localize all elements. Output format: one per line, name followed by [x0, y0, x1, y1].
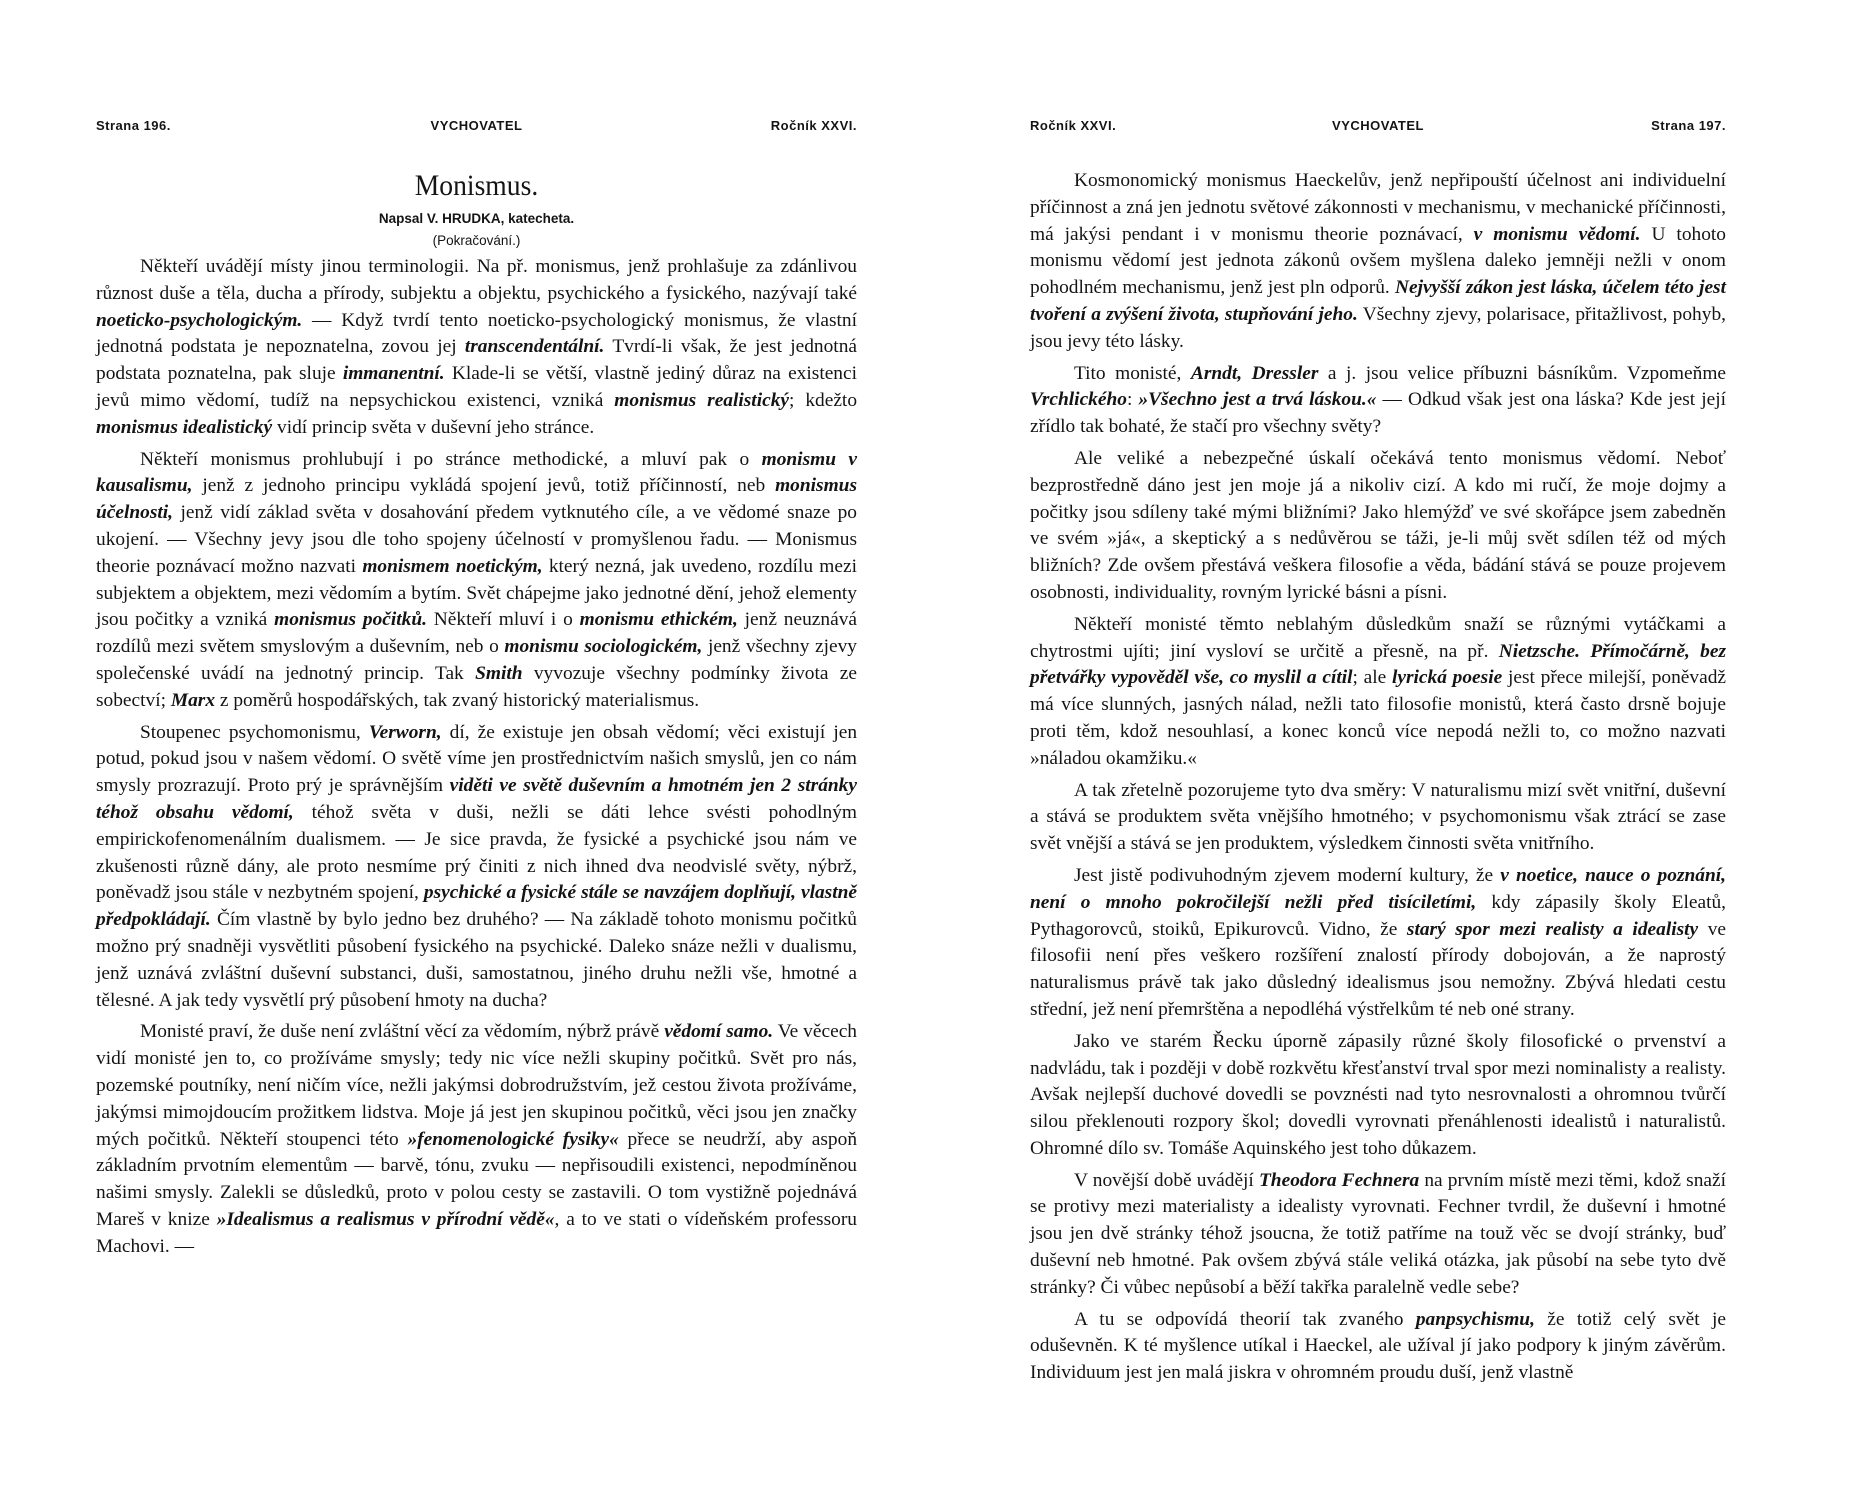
- text-run: V novější době uvádějí: [1074, 1169, 1259, 1191]
- page-number: Strana 196.: [96, 118, 171, 133]
- text-run: Všechny zjevy, polarisace, přitažlivost, pohyb, jsou jevy této lásky.: [1030, 303, 1726, 352]
- text-run: ve filosofii není přes veškero rozšíření znalostí přírody dobojován, a že naprostý naturalismus právě tak jako důsledný idealismus jsou nemožny. Zbývá hledati cestu střední, jež není přemrštěna a nepodléhá výstřelkům té neb oné strany.: [1030, 918, 1726, 1020]
- left-paragraphs: [96, 254, 857, 1260]
- emphasis-run: Marx: [170, 689, 216, 711]
- emphasis-run: »Všechno jest a trvá láskou.«: [1138, 389, 1377, 411]
- text-run: Klade-li se větší, vlastně jediný důraz na existenci jevů mimo vědomí, tudíž na nepsychickou existenci, vzniká: [96, 363, 857, 411]
- running-head: [1030, 118, 1726, 140]
- text-run: Kosmonomický monismus Haeckelův, jenž nepřipouští účelnost ani individuelní příčinnost a zná jen jednotu světové zákonnosti v mechanismu, v mechanické příčinnosti, má jakýsi pendant i v monismu theorie poznávací,: [1030, 170, 1726, 245]
- text-run: A tak zřetelně pozorujeme tyto dva směry: V naturalismu mizí svět vnitřní, duševní a stává se produktem světa vnějšího hmotného; v psychomonismu však ztrácí se zase svět vnější a stává se jen produktem, výsledkem činnosti světa vnitřního.: [1030, 779, 1726, 855]
- text-run: Někteří monisté těmto neblahým důsledkům snaží se různými vytáčkami a chytrostmi ujíti; jiní vysloví se určitě a přesně, na př.: [1030, 613, 1726, 662]
- text-run: jenž z jednoho principu vykládá spojení jevů, totiž příčinností, neb: [192, 475, 776, 497]
- text-run: Ve věcech vidí monisté jen to, co prožíváme smysly; tedy nic více nežli skupiny počitků. Svět pro nás, pozemské poutníky, není ničím více, nežli jakýmsi dobrodružstvím, jež cestou života prožíváme, jakýmsi mimojdoucím prožitkem lidstva. Moje já jest jen skupinou počitků, věci jsou jen značky mých počitků. Někteří stoupenci této: [96, 1021, 857, 1150]
- text-run: z poměrů hospodářských, tak zvaný historický materialismus.: [215, 689, 700, 711]
- paragraph: [1030, 446, 1726, 607]
- volume-label: Ročník XXVI.: [1030, 118, 1117, 133]
- paragraph: [1030, 612, 1726, 773]
- text-run: jest přece milejší, poněvadž má více slunných, jasných nálad, nežli tato filosofie monistů, která často drsně bojuje proti těm, kdož nesouhlasí, a konec konců více nepodá nežli to, co možno nazvati »náladou okamžiku.«: [1030, 667, 1727, 769]
- text-run: Stoupenec psychomonismu,: [140, 721, 369, 743]
- paragraph: [1030, 778, 1726, 858]
- journal-title: VYCHOVATEL: [430, 118, 523, 133]
- paragraph: [1030, 863, 1726, 1024]
- emphasis-run: transcendentální.: [464, 336, 605, 358]
- emphasis-run: Theodora Fechnera: [1258, 1169, 1420, 1191]
- right-body-text: [1030, 168, 1726, 1392]
- emphasis-run: Nejvyšší zákon jest láska, účelem této jest tvoření a zvýšení života, stupňování jeho.: [1030, 277, 1726, 325]
- emphasis-run: Nietzsche. Přímočárně, bez přetvářky vypověděl vše, co myslil a cítil: [1030, 640, 1726, 689]
- text-run: který nezná, jak uvedeno, rozdílu mezi subjektem a objektem, mezi vědomím a bytím. Svět chápejme jako jednotné dění, jehož elementy jsou počitky a vzniká: [96, 555, 857, 631]
- text-run: :: [1126, 389, 1139, 411]
- text-run: Jest jistě podivuhodným zjevem moderní kultury, že: [1074, 864, 1501, 886]
- emphasis-run: v monismu vědomí.: [1473, 223, 1641, 245]
- emphasis-run: monismus počitků.: [274, 609, 427, 631]
- emphasis-run: Smith: [475, 662, 523, 684]
- paragraph: [96, 720, 857, 1015]
- text-run: ; kdežto: [789, 389, 858, 411]
- emphasis-run: »Idealismus a realismus v přírodní vědě«: [216, 1208, 555, 1230]
- text-run: Čím vlastně by bylo jedno bez druhého? — Na základě tohoto monismu počitků možno prý snadněji vysvětliti působení fysického na psychické. Daleko snáze nežli v dualismu, jenž uznává zvláštní duševní substanci, duši, samostatnou, jiného druhu nežli vše, hmotné a tělesné. A jak tedy vysvětlí prý působení hmoty na ducha?: [96, 909, 857, 1011]
- text-run: U tohoto monismu vědomí jest jednota zákonů ovšem myšlena daleko jemněji nežli v onom pohodlném mechanismu, jenž jest pln odporů.: [1030, 223, 1726, 299]
- right-paragraphs: [1030, 168, 1726, 1387]
- emphasis-run: »fenomenologické fysiky«: [407, 1128, 619, 1150]
- emphasis-run: vědomí samo.: [664, 1021, 774, 1043]
- text-run: , a to ve stati o vídeňském professoru Machovi. —: [96, 1208, 857, 1257]
- left-body-text: [96, 168, 857, 1265]
- text-run: jenž neuznává rozdílů mezi světem smyslovým a duševním, neb o: [96, 609, 857, 658]
- text-run: jenž všechny zjevy společenské uvádí na jednotný princip. Tak: [96, 636, 857, 684]
- text-run: a j. jsou velice příbuzni básníkům. Vzpomeňme: [1318, 362, 1727, 384]
- emphasis-run: monismu sociologickém,: [504, 636, 703, 658]
- text-run: vyvozuje všechny podmínky života ze sobectví;: [96, 662, 857, 711]
- article-title: Monismus.: [414, 169, 539, 202]
- text-run: ; ale: [1352, 667, 1392, 689]
- text-run: na prvním místě mezi těmi, kdož snaží se protivy mezi materialisty a idealisty vyrovnati. Fechner tvrdil, že duševní i hmotné jsou jen dvě stránky téhož jsoucna, že totiž patříme na touž věc se dvojí stránky, buď duševní neb hmotné. Pak ovšem zbývá stále veliká otázka, jak působí na sebe tyto dvě stránky? Či vůbec nepůsobí a běží takřka paralelně vedle sebe?: [1030, 1169, 1726, 1298]
- right-page: [934, 0, 1868, 1500]
- text-run: Někteří monismus prohlubují i po stránce methodické, a mluví pak o: [140, 448, 762, 470]
- text-run: A tu se odpovídá theorií tak zvaného: [1074, 1308, 1416, 1330]
- text-run: vidí princip světa v duševní jeho stránce.: [272, 416, 595, 438]
- text-run: — Když tvrdí tento noeticko-psychologický monismus, že vlastní jednotná podstata je nepoznatelna, zovou jej: [96, 309, 857, 358]
- text-run: Mareš: [96, 1208, 145, 1230]
- text-run: že totiž celý svět je oduševněn. K té myšlence utíkal i Haeckel, ale užíval jí jako podpory k jiným závěrům. Individuum jest jen malá jiskra v ohromném proudu duší, jenž vlastně: [1030, 1308, 1726, 1384]
- emphasis-run: monismus idealistický: [96, 416, 273, 438]
- text-run: dí, že existuje jen obsah vědomí; věci existují jen potud, pokud jsou v našem vědomí. O světě víme jen prostřednictvím našich smyslů, jen co nám smysly prozrazují. Proto prý je správnějším: [96, 721, 858, 797]
- journal-title: VYCHOVATEL: [1332, 118, 1424, 133]
- text-run: Ale veliké a nebezpečné úskalí očekává tento monismus vědomí. Neboť bezprostředně dáno jest jen moje já a nikoliv cizí. A kdo mi ručí, že moje dojmy a počitky jsou sdíleny také mými bližními? Jako hlemýžď ve své skořápce jsem zabedněn ve svém »já«, a skeptický a s nedůvěrou se táži, je-li můj svět sdílen též od mých bližních? Zde ovšem přestává veškera filosofie a věda, bádání stává se pouze projevem osobnosti, individuality, rovným lyrické básni a písni.: [1030, 447, 1726, 603]
- volume-label: Ročník XXVI.: [770, 118, 857, 133]
- emphasis-run: Vrchlického: [1030, 389, 1127, 411]
- text-run: Jako ve starém Řecku úporně zápasily různé školy filosofické o prvenství a nadvládu, tak i později v době rozkvětu křesťanství trval spor mezi nominalisty a realisty. Avšak nejlepší duchové dovedli se povznésti nad tyto nesrovnalosti a ohromnou tvůrčí silou překlenouti rozpory škol; dovedli vyrovnati přenáhlenosti idealistů i naturalistů. Ohromné dílo sv. Tomáše Aquinského jest toho důkazem.: [1030, 1030, 1726, 1159]
- page-number: Strana 197.: [1651, 118, 1726, 133]
- emphasis-run: v noetice, nauce o poznání, není o mnoho pokročilejší nežli před tisíciletími,: [1030, 864, 1726, 913]
- text-run: Někteří mluví i o: [426, 609, 580, 631]
- text-run: — Odkud však jest ona láska? Kde jest její zřídlo tak bohaté, že stačí pro všechny světy?: [1030, 389, 1726, 438]
- emphasis-run: monismem noetickým,: [362, 555, 543, 577]
- continuation-note: (Pokračování.): [432, 233, 521, 248]
- emphasis-run: Verworn,: [368, 721, 442, 743]
- text-run: Někteří uvádějí místy jinou terminologii. Na př. monismus, jenž prohlašuje za zdánlivou různost duše a těla, ducha a přírody, subjektu a objektu, psychického a fysického, nazývají také: [96, 256, 857, 304]
- emphasis-run: psychické a fysické stále se navzájem doplňují, vlastně předpokládají.: [96, 882, 857, 931]
- emphasis-run: noeticko-psychologickým.: [96, 309, 303, 331]
- text-run: Tito monisté,: [1074, 362, 1191, 384]
- paragraph: [1030, 361, 1726, 441]
- paragraph: [1030, 1307, 1726, 1387]
- emphasis-run: monismus účelnosti,: [96, 475, 857, 524]
- emphasis-run: monismu v kausalismu,: [96, 448, 857, 497]
- paragraph: [1030, 168, 1726, 356]
- emphasis-run: Arndt, Dressler: [1190, 362, 1319, 384]
- emphasis-run: starý spor mezi realisty a idealisty: [1406, 918, 1699, 940]
- paragraph: [96, 1019, 857, 1260]
- emphasis-run: panpsychismu,: [1415, 1308, 1535, 1330]
- text-run: v knize: [144, 1208, 217, 1230]
- paragraph: [96, 254, 857, 442]
- text-run: jenž vidí základ světa v dosahování předem vytknutého cíle, a ve vědomé snaze po ukojení. — Všechny jevy jsou dle toho spojeny účelností v promyšlenou řadu. — Monismus theorie poznávací možno nazvati: [96, 502, 857, 577]
- text-run: téhož světa v duši, nežli se dáti lehce svésti pohodlným empirickofenomenálním dualismem. — Je sice pravda, že fysické a psychické jsou nám ve zkušenosti různě dány, ale proto nesmíme prý činiti z nich ihned dva neodvislé světy, nýbrž, poněvadž jsou stále v nezbytném spojení,: [96, 801, 857, 904]
- running-head: [96, 118, 857, 140]
- emphasis-run: lyrická poesie: [1392, 667, 1503, 689]
- emphasis-run: immanentní.: [342, 363, 445, 385]
- emphasis-run: viděti ve světě duševním a hmotném jen 2 stránky téhož obsahu vědomí,: [96, 775, 857, 823]
- text-run: Monisté praví, že duše není zvláštní věcí za vědomím, nýbrž právě: [140, 1021, 665, 1043]
- paragraph: [1030, 1168, 1726, 1302]
- text-run: kdy zápasily školy Eleatů, Pythagorovců, stoiků, Epikurovců. Vidno, že: [1030, 891, 1726, 940]
- paragraph: [96, 447, 857, 715]
- emphasis-run: monismus realistický: [614, 389, 789, 411]
- text-run: Tvrdí-li však, že jest jednotná podstata poznatelna, pak sluje: [96, 336, 857, 385]
- article-byline: Napsal V. HRUDKA, katecheta.: [378, 211, 575, 226]
- text-run: přece se neudrží, aby aspoň základním prvotním elementům — barvě, tónu, zvuku — nepřisoudili existenci, nepodmíněnou našimi smysly. Zalekli se důsledků, proto v polou cesty se zastavili. O tom vystižně pojednává: [96, 1128, 858, 1204]
- paragraph: [1030, 1029, 1726, 1163]
- emphasis-run: monismu ethickém,: [579, 609, 738, 631]
